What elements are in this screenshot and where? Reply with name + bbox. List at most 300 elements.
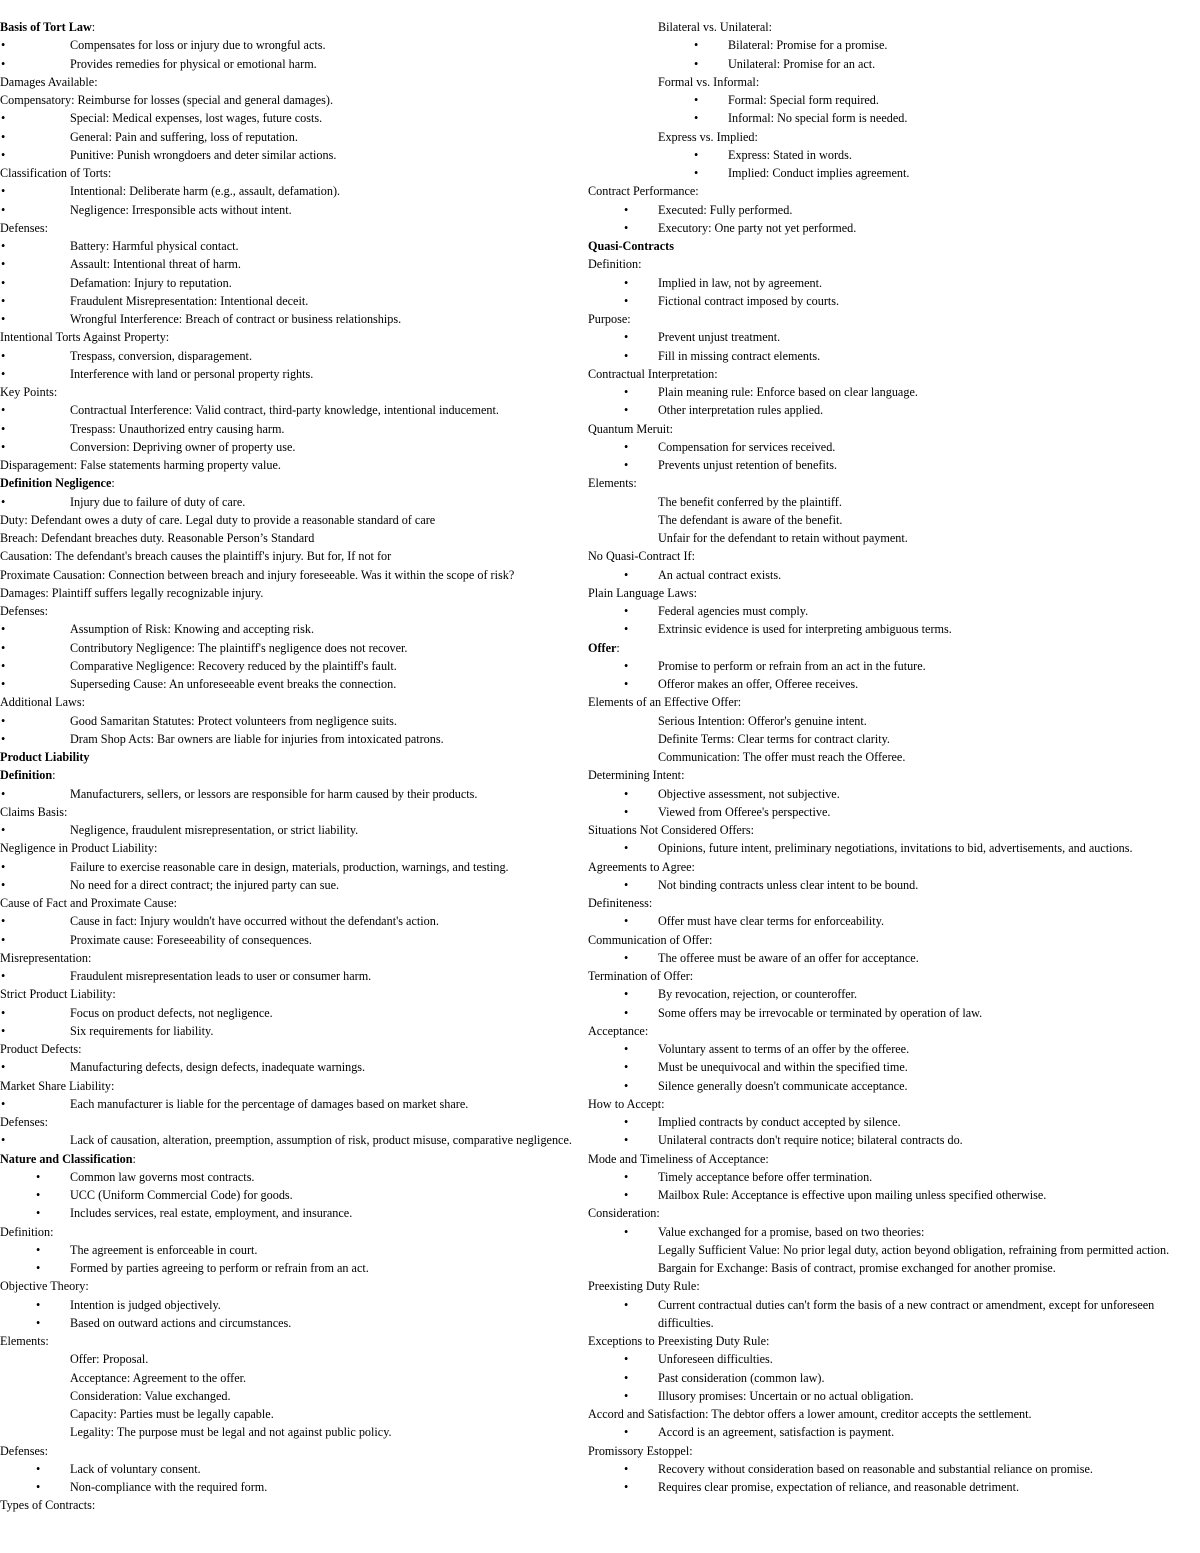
section-label (0, 511, 590, 529)
line-text: Offer (588, 640, 617, 655)
line-text: Objective assessment, not subjective. (658, 786, 840, 801)
line-text: Elements: (588, 476, 637, 491)
line-text: The offeree must be aware of an offer for acceptance. (658, 950, 919, 965)
section-label (0, 584, 590, 602)
line-text: Cause of Fact and Proximate Cause: (0, 896, 178, 910)
bullet-item (0, 1241, 590, 1259)
section-heading (588, 639, 1188, 657)
line-text: Implied contracts by conduct accepted by silence. (658, 1115, 901, 1129)
indented-item (588, 511, 1188, 529)
bullet-item (588, 1040, 1188, 1058)
bullet-item (0, 347, 590, 365)
indented-item (588, 712, 1188, 730)
line-text: Elements of an Effective Offer: (588, 695, 742, 710)
left-column (0, 18, 590, 1515)
bullet-item (588, 91, 1188, 109)
bullet-item (0, 931, 590, 949)
line-text: Promissory Estoppel: (588, 1443, 693, 1458)
indented-item (588, 730, 1188, 748)
bullet-item (0, 292, 590, 310)
bullet-item (0, 657, 590, 675)
line-text: Punitive: Punish wrongdoers and deter similar actions. (70, 147, 337, 162)
line-text: Dram Shop Acts: Bar owners are liable for injuries from intoxicated patrons. (70, 731, 444, 746)
line-text: Legality: The purpose must be legal and not against public policy. (70, 1425, 392, 1440)
section-label (588, 1022, 1188, 1040)
bullet-item (0, 1259, 590, 1277)
line-text: Implied: Conduct implies agreement. (728, 166, 910, 180)
indented-item (588, 128, 1188, 146)
line-text: Fill in missing contract elements. (658, 348, 821, 363)
heading-colon: : (616, 640, 620, 655)
bullet-item (0, 821, 590, 839)
line-text: Situations Not Considered Offers: (588, 823, 754, 837)
line-text: Past consideration (common law). (658, 1370, 825, 1385)
line-text: Each manufacturer is liable for the percentage of damages based on market share. (70, 1096, 469, 1111)
line-text: Timely acceptance before offer termination. (658, 1169, 873, 1184)
indented-item (0, 1369, 590, 1387)
line-text: Determining Intent: (588, 768, 685, 783)
line-text: Manufacturing defects, design defects, inadequate warnings. (70, 1060, 366, 1075)
section-label (588, 967, 1188, 985)
line-text: Causation: The defendant's breach causes the plaintiff's injury. But for, If not for (0, 549, 392, 564)
bullet-item (0, 1022, 590, 1040)
section-heading (0, 748, 590, 766)
line-text: Illusory promises: Uncertain or no actual obligation. (658, 1388, 914, 1403)
bullet-item (0, 493, 590, 511)
bullet-item (0, 1296, 590, 1314)
line-text: An actual contract exists. (658, 567, 782, 582)
line-text: Based on outward actions and circumstances. (70, 1315, 292, 1330)
line-text: Assumption of Risk: Knowing and accepting risk. (70, 622, 315, 637)
section-label (0, 73, 590, 91)
line-text: Wrongful Interference: Breach of contract or business relationships. (70, 312, 402, 326)
section-label (588, 310, 1188, 328)
section-label (588, 1204, 1188, 1222)
bullet-item (0, 237, 590, 255)
line-text: Communication of Offer: (588, 932, 713, 947)
bullet-item (588, 146, 1188, 164)
line-text: Voluntary assent to terms of an offer by the offeree. (658, 1042, 910, 1056)
line-text: Failure to exercise reasonable care in design, materials, production, warnings, and testing. (70, 859, 509, 874)
indented-item (0, 1423, 590, 1441)
line-text: Negligence: Irresponsible acts without intent. (70, 202, 292, 217)
section-label (588, 766, 1188, 784)
line-text: Strict Product Liability: (0, 987, 116, 1002)
bullet-item (588, 620, 1188, 638)
line-text: Unilateral: Promise for an act. (728, 56, 876, 71)
bullet-item (0, 55, 590, 73)
line-text: Definition (0, 768, 53, 783)
line-text: Express: Stated in words. (728, 147, 852, 162)
section-label (0, 1077, 590, 1095)
line-text: Focus on product defects, not negligence. (70, 1005, 273, 1020)
line-text: Definition: (0, 1224, 54, 1239)
line-text: Compensates for loss or injury due to wrongful acts. (70, 38, 326, 53)
bullet-item (0, 785, 590, 803)
bullet-item (0, 876, 590, 894)
line-text: Contractual Interpretation: (588, 366, 718, 381)
right-column (588, 18, 1188, 1496)
line-text: Conversion: Depriving owner of property use. (70, 439, 296, 454)
line-text: Contract Performance: (588, 184, 699, 199)
line-text: No need for a direct contract; the injured party can sue. (70, 877, 340, 892)
line-text: Unfair for the defendant to retain without payment. (658, 531, 908, 545)
line-text: Definite Terms: Clear terms for contract clarity. (658, 731, 890, 746)
line-text: Elements: (0, 1334, 49, 1348)
bullet-item (0, 310, 590, 328)
indented-item (588, 748, 1188, 766)
bullet-item (0, 730, 590, 748)
heading-colon: : (111, 476, 115, 491)
section-label (588, 931, 1188, 949)
section-label (0, 1223, 590, 1241)
section-label (0, 529, 590, 547)
bullet-item (0, 1058, 590, 1076)
bullet-item (0, 401, 590, 419)
section-label (588, 894, 1188, 912)
section-label (0, 328, 590, 346)
line-text: Offer: Proposal. (70, 1352, 149, 1367)
bullet-item (588, 456, 1188, 474)
bullet-item (588, 985, 1188, 1003)
line-text: Accord and Satisfaction: The debtor offers a lower amount, creditor accepts the settlement. (588, 1407, 1032, 1421)
bullet-item (588, 109, 1188, 127)
line-text: Bilateral: Promise for a promise. (728, 38, 888, 53)
line-text: Offeror makes an offer, Offeree receives. (658, 677, 859, 691)
section-label (588, 693, 1188, 711)
section-label (0, 383, 590, 401)
bullet-item (0, 274, 590, 292)
section-label (588, 1332, 1188, 1350)
line-text: Includes services, real estate, employment, and insurance. (70, 1206, 353, 1221)
section-label (588, 420, 1188, 438)
line-text: Assault: Intentional threat of harm. (70, 257, 241, 272)
line-text: Defamation: Injury to reputation. (70, 275, 232, 290)
section-label (588, 474, 1188, 492)
section-label (0, 949, 590, 967)
line-text: Preexisting Duty Rule: (588, 1279, 700, 1294)
line-text: Market Share Liability: (0, 1078, 115, 1093)
line-text: How to Accept: (588, 1096, 665, 1111)
line-text: Unilateral contracts don't require notice; bilateral contracts do. (658, 1133, 963, 1148)
section-label (0, 547, 590, 565)
line-text: Proximate Causation: Connection between breach and injury foreseeable. Was it within the scope of risk? (0, 567, 515, 582)
heading-colon: : (132, 1151, 136, 1166)
bullet-item (588, 1113, 1188, 1131)
indented-item (0, 1387, 590, 1405)
line-text: Intentional Torts Against Property: (0, 330, 170, 345)
line-text: Silence generally doesn't communicate acceptance. (658, 1078, 908, 1093)
bullet-item (0, 1095, 590, 1113)
line-text: Additional Laws: (0, 695, 85, 710)
line-text: Mailbox Rule: Acceptance is effective upon mailing unless specified otherwise. (658, 1188, 1047, 1202)
bullet-item (0, 1314, 590, 1332)
section-label (588, 182, 1188, 200)
bullet-item (588, 785, 1188, 803)
line-text: Intentional: Deliberate harm (e.g., assault, defamation). (70, 184, 341, 199)
line-text: Battery: Harmful physical contact. (70, 239, 239, 253)
bullet-item (588, 1004, 1188, 1022)
section-label (0, 1113, 590, 1131)
line-text: Fraudulent Misrepresentation: Intentional deceit. (70, 293, 309, 308)
bullet-item (588, 201, 1188, 219)
bullet-item (588, 1460, 1188, 1478)
line-text: Defenses: (0, 1115, 49, 1129)
line-text: Prevent unjust treatment. (658, 330, 781, 345)
line-text: Prevents unjust retention of benefits. (658, 458, 838, 472)
line-text: Implied in law, not by agreement. (658, 275, 823, 290)
bullet-item (0, 438, 590, 456)
line-text: Termination of Offer: (588, 969, 694, 983)
line-text: Lack of causation, alteration, preemption, assumption of risk, product misuse, comparative negligence. (70, 1133, 572, 1148)
bullet-item (0, 1186, 590, 1204)
line-text: Executed: Fully performed. (658, 202, 793, 217)
line-text: Quasi-Contracts (588, 239, 674, 253)
bullet-item (0, 912, 590, 930)
line-text: Non-compliance with the required form. (70, 1480, 268, 1494)
bullet-item (588, 438, 1188, 456)
bullet-item (0, 1460, 590, 1478)
line-text: Definition Negligence (0, 476, 112, 491)
line-text: Basis of Tort Law (0, 20, 92, 34)
line-text: Must be unequivocal and within the specified time. (658, 1060, 908, 1075)
section-label (0, 1277, 590, 1295)
line-text: Types of Contracts: (0, 1498, 96, 1513)
bullet-item (588, 401, 1188, 419)
indented-item (0, 1405, 590, 1423)
line-text: Acceptance: (588, 1023, 649, 1038)
line-text: Common law governs most contracts. (70, 1169, 255, 1184)
line-text: Exceptions to Preexisting Duty Rule: (588, 1334, 770, 1348)
line-text: Interference with land or personal property rights. (70, 366, 314, 381)
line-text: Intention is judged objectively. (70, 1297, 221, 1312)
indented-item (588, 1241, 1188, 1259)
line-text: Damages Available: (0, 74, 98, 89)
line-text: Product Defects: (0, 1042, 82, 1056)
line-text: Agreements to Agree: (588, 859, 695, 874)
bullet-item (588, 347, 1188, 365)
bullet-item (588, 383, 1188, 401)
section-label (0, 693, 590, 711)
line-text: Purpose: (588, 312, 631, 326)
line-text: Express vs. Implied: (658, 129, 758, 144)
line-text: Definition: (588, 257, 642, 272)
bullet-item (0, 858, 590, 876)
line-text: The benefit conferred by the plaintiff. (658, 494, 842, 509)
line-text: Lack of voluntary consent. (70, 1461, 201, 1476)
section-label (0, 456, 590, 474)
line-text: Trespass: Unauthorized entry causing harm. (70, 421, 285, 436)
bullet-item (0, 365, 590, 383)
line-text: Executory: One party not yet performed. (658, 220, 857, 235)
bullet-item (588, 803, 1188, 821)
line-text: Special: Medical expenses, lost wages, future costs. (70, 111, 323, 126)
line-text: Comparative Negligence: Recovery reduced by the plaintiff's fault. (70, 658, 397, 673)
bullet-item (0, 109, 590, 127)
line-text: UCC (Uniform Commercial Code) for goods. (70, 1188, 293, 1202)
line-text: Contractual Interference: Valid contract, third-party knowledge, intentional inducement. (70, 403, 499, 418)
section-label (0, 894, 590, 912)
line-text: Not binding contracts unless clear intent to be bound. (658, 877, 919, 892)
bullet-item (0, 1131, 590, 1149)
line-text: Mode and Timeliness of Acceptance: (588, 1151, 769, 1166)
line-text: The defendant is aware of the benefit. (658, 512, 843, 527)
line-text: Value exchanged for a promise, based on two theories: (658, 1224, 925, 1239)
bullet-item (0, 146, 590, 164)
section-heading (0, 18, 590, 36)
line-text: Six requirements for liability. (70, 1023, 214, 1038)
line-text: Superseding Cause: An unforeseeable event breaks the connection. (70, 677, 397, 691)
line-text: Duty: Defendant owes a duty of care. Legal duty to provide a reasonable standard of care (0, 512, 436, 527)
line-text: Extrinsic evidence is used for interpreting ambiguous terms. (658, 622, 952, 637)
line-text: Injury due to failure of duty of care. (70, 494, 246, 509)
line-text: Trespass, conversion, disparagement. (70, 348, 252, 363)
section-label (0, 1442, 590, 1460)
line-text: Defenses: (0, 604, 49, 618)
bullet-item (588, 1058, 1188, 1076)
line-text: Opinions, future intent, preliminary negotiations, invitations to bid, advertisements, and auctions. (658, 841, 1133, 856)
section-label (588, 858, 1188, 876)
bullet-item (0, 420, 590, 438)
line-text: Current contractual duties can't form the basis of a new contract or amendment, except for unforeseen difficulties. (658, 1297, 1155, 1330)
line-text: Plain meaning rule: Enforce based on clear language. (658, 385, 918, 399)
line-text: Some offers may be irrevocable or terminated by operation of law. (658, 1005, 983, 1020)
bullet-item (0, 620, 590, 638)
line-text: Bilateral vs. Unilateral: (658, 20, 773, 34)
section-label (0, 1040, 590, 1058)
section-label (0, 91, 590, 109)
line-text: Quantum Meruit: (588, 421, 673, 436)
bullet-item (0, 255, 590, 273)
bullet-item (0, 36, 590, 54)
bullet-item (588, 876, 1188, 894)
line-text: By revocation, rejection, or counteroffer. (658, 987, 858, 1002)
bullet-item (0, 712, 590, 730)
bullet-item (0, 1168, 590, 1186)
bullet-item (588, 328, 1188, 346)
bullet-item (588, 1186, 1188, 1204)
section-label (0, 1496, 590, 1514)
heading-colon: : (91, 20, 96, 34)
bullet-item (588, 602, 1188, 620)
bullet-item (588, 566, 1188, 584)
line-text: Formed by parties agreeing to perform or refrain from an act. (70, 1261, 369, 1275)
bullet-item (588, 219, 1188, 237)
bullet-item (588, 839, 1188, 857)
bullet-item (0, 1204, 590, 1222)
bullet-item (588, 675, 1188, 693)
line-text: Formal vs. Informal: (658, 74, 760, 89)
section-label (0, 566, 590, 584)
line-text: Disparagement: False statements harming property value. (0, 458, 281, 472)
indented-item (588, 529, 1188, 547)
line-text: Definiteness: (588, 896, 653, 910)
bullet-item (588, 274, 1188, 292)
bullet-item (0, 128, 590, 146)
line-text: The agreement is enforceable in court. (70, 1242, 258, 1257)
section-label (0, 1332, 590, 1350)
indented-item (0, 1350, 590, 1368)
line-text: Informal: No special form is needed. (728, 111, 908, 126)
line-text: Formal: Special form required. (728, 93, 879, 107)
bullet-item (588, 1223, 1188, 1241)
bullet-item (588, 657, 1188, 675)
section-label (588, 1442, 1188, 1460)
section-label (588, 1405, 1188, 1423)
section-label (588, 1150, 1188, 1168)
section-label (588, 821, 1188, 839)
section-label (0, 839, 590, 857)
bullet-item (588, 55, 1188, 73)
line-text: Good Samaritan Statutes: Protect volunteers from negligence suits. (70, 713, 397, 728)
bullet-item (0, 1478, 590, 1496)
line-text: Defenses: (0, 220, 49, 235)
line-text: Consideration: Value exchanged. (70, 1388, 231, 1403)
line-text: Proximate cause: Foreseeability of consequences. (70, 932, 312, 947)
line-text: Recovery without consideration based on reasonable and substantial reliance on promise. (658, 1461, 1093, 1476)
bullet-item (588, 1478, 1188, 1496)
line-text: Unforeseen difficulties. (658, 1352, 773, 1367)
line-text: Objective Theory: (0, 1279, 89, 1294)
section-label (588, 547, 1188, 565)
line-text: Acceptance: Agreement to the offer. (70, 1370, 247, 1385)
section-label (588, 1095, 1188, 1113)
line-text: Serious Intention: Offeror's genuine intent. (658, 713, 867, 728)
bullet-item (588, 164, 1188, 182)
line-text: Claims Basis: (0, 804, 68, 819)
line-text: Accord is an agreement, satisfaction is payment. (658, 1425, 895, 1440)
section-label (0, 219, 590, 237)
heading-colon: : (52, 768, 56, 783)
line-text: Fictional contract imposed by courts. (658, 293, 840, 308)
line-text: Contributory Negligence: The plaintiff's negligence does not recover. (70, 640, 408, 655)
line-text: Classification of Torts: (0, 166, 112, 180)
bullet-item (588, 1168, 1188, 1186)
bullet-item (588, 1387, 1188, 1405)
bullet-item (588, 1423, 1188, 1441)
line-text: Plain Language Laws: (588, 585, 697, 600)
bullet-item (588, 912, 1188, 930)
line-text: Compensatory: Reimburse for losses (special and general damages). (0, 93, 334, 107)
line-text: Consideration: (588, 1206, 660, 1221)
section-label (0, 985, 590, 1003)
indented-item (588, 18, 1188, 36)
line-text: Damages: Plaintiff suffers legally recognizable injury. (0, 585, 264, 600)
bullet-item (0, 182, 590, 200)
line-text: Cause in fact: Injury wouldn't have occurred without the defendant's action. (70, 914, 439, 929)
section-label (0, 803, 590, 821)
bullet-item (588, 1077, 1188, 1095)
line-text: Other interpretation rules applied. (658, 403, 824, 418)
line-text: Misrepresentation: (0, 950, 92, 965)
section-heading (0, 1150, 590, 1168)
line-text: Fraudulent misrepresentation leads to user or consumer harm. (70, 969, 372, 983)
bullet-item (0, 967, 590, 985)
bullet-item (588, 949, 1188, 967)
section-label (588, 255, 1188, 273)
line-text: Compensation for services received. (658, 439, 836, 454)
line-text: Legally Sufficient Value: No prior legal duty, action beyond obligation, refraining from permitted action. (658, 1242, 1170, 1257)
bullet-item (0, 1004, 590, 1022)
line-text: Bargain for Exchange: Basis of contract, promise exchanged for another promise. (658, 1261, 1056, 1275)
section-label (0, 602, 590, 620)
line-text: Key Points: (0, 385, 58, 399)
line-text: Viewed from Offeree's perspective. (658, 804, 831, 819)
section-label (0, 164, 590, 182)
section-label (588, 365, 1188, 383)
indented-item (588, 1259, 1188, 1277)
line-text: General: Pain and suffering, loss of reputation. (70, 129, 298, 144)
